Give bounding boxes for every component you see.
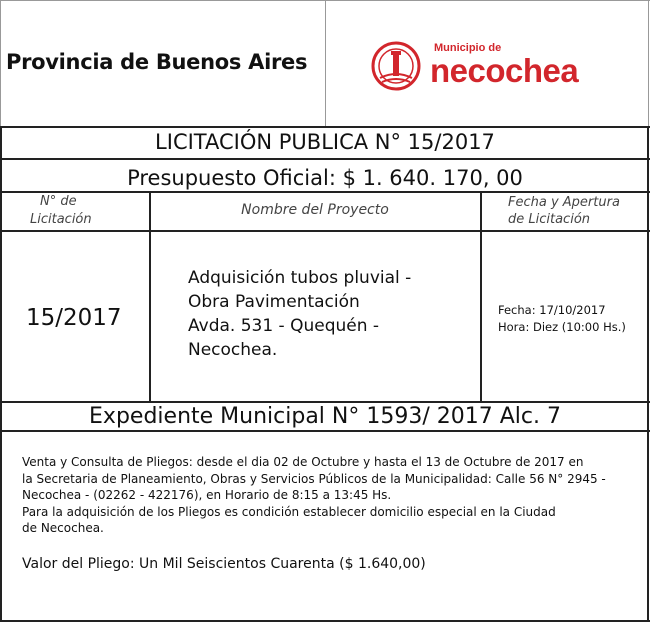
project-line-4: Necochea.	[188, 340, 278, 360]
rule-2	[0, 158, 650, 160]
header-divider	[325, 0, 326, 128]
right-border-top	[648, 0, 649, 128]
fecha-apertura	[498, 302, 626, 336]
pliegos-line-3: Necochea - (02262 - 422176), en Horario de 8:15 a 13:45 Hs.	[22, 488, 392, 502]
valor-pliego: Valor del Pliego: Un Mil Seiscientos Cuarenta ($ 1.640,00)	[22, 556, 426, 572]
project-name	[188, 266, 473, 362]
left-border	[0, 126, 2, 622]
right-border	[647, 126, 649, 622]
hora-value: Hora: Diez (10:00 Hs.)	[498, 320, 626, 334]
presupuesto-oficial: Presupuesto Oficial: $ 1. 640. 170, 00	[127, 166, 523, 190]
col-header-fecha	[490, 194, 640, 228]
rule-5	[0, 401, 650, 403]
licitacion-number: 15/2017	[26, 305, 122, 331]
logo-municipio-label: Municipio de	[434, 42, 502, 54]
licitacion-title: LICITACIÓN PUBLICA N° 15/2017	[155, 130, 495, 154]
rule-1	[0, 126, 650, 128]
pliegos-line-5: de Necochea.	[22, 521, 104, 535]
project-line-1: Adquisición tubos pluvial -	[188, 268, 412, 288]
col-header-fecha-l1: Fecha y Apertura	[508, 195, 620, 210]
col-header-numero-l2: Licitación	[30, 212, 92, 227]
col-header-proyecto: Nombre del Proyecto	[241, 202, 389, 218]
col-divider-1	[149, 191, 151, 403]
lighthouse-seal-icon	[370, 40, 422, 92]
pliegos-line-2: la Secretaria de Planeamiento, Obras y Servicios Públicos de la Municipalidad: Calle 56 N° 2945 -	[22, 471, 606, 486]
province-title: Provincia de Buenos Aires	[6, 50, 308, 74]
rule-bottom	[0, 620, 650, 622]
left-border-top	[0, 0, 1, 128]
fecha-value: Fecha: 17/10/2017	[498, 303, 606, 317]
col-header-fecha-l2: de Licitación	[508, 212, 591, 227]
pliegos-line-4: Para la adquisición de los Pliegos es condición establecer domicilio especial en la Ciudad	[22, 504, 556, 519]
municipio-logo	[370, 38, 620, 92]
expediente-municipal: Expediente Municipal N° 1593/ 2017 Alc. 7	[89, 404, 561, 429]
col-header-numero	[30, 193, 120, 229]
project-line-2: Obra Pavimentación	[188, 292, 360, 312]
pliegos-line-1: Venta y Consulta de Pliegos: desde el dia 02 de Octubre y hasta el 13 de Octubre de 2017 en	[22, 455, 584, 469]
project-line-3: Avda. 531 - Quequén -	[188, 316, 380, 336]
pliegos-info	[22, 454, 647, 537]
logo-necochea-label: necochea	[430, 52, 579, 89]
col-header-numero-l1: N° de	[40, 194, 77, 209]
rule-4	[0, 230, 650, 232]
col-divider-2	[480, 191, 482, 403]
rule-6	[0, 430, 650, 432]
